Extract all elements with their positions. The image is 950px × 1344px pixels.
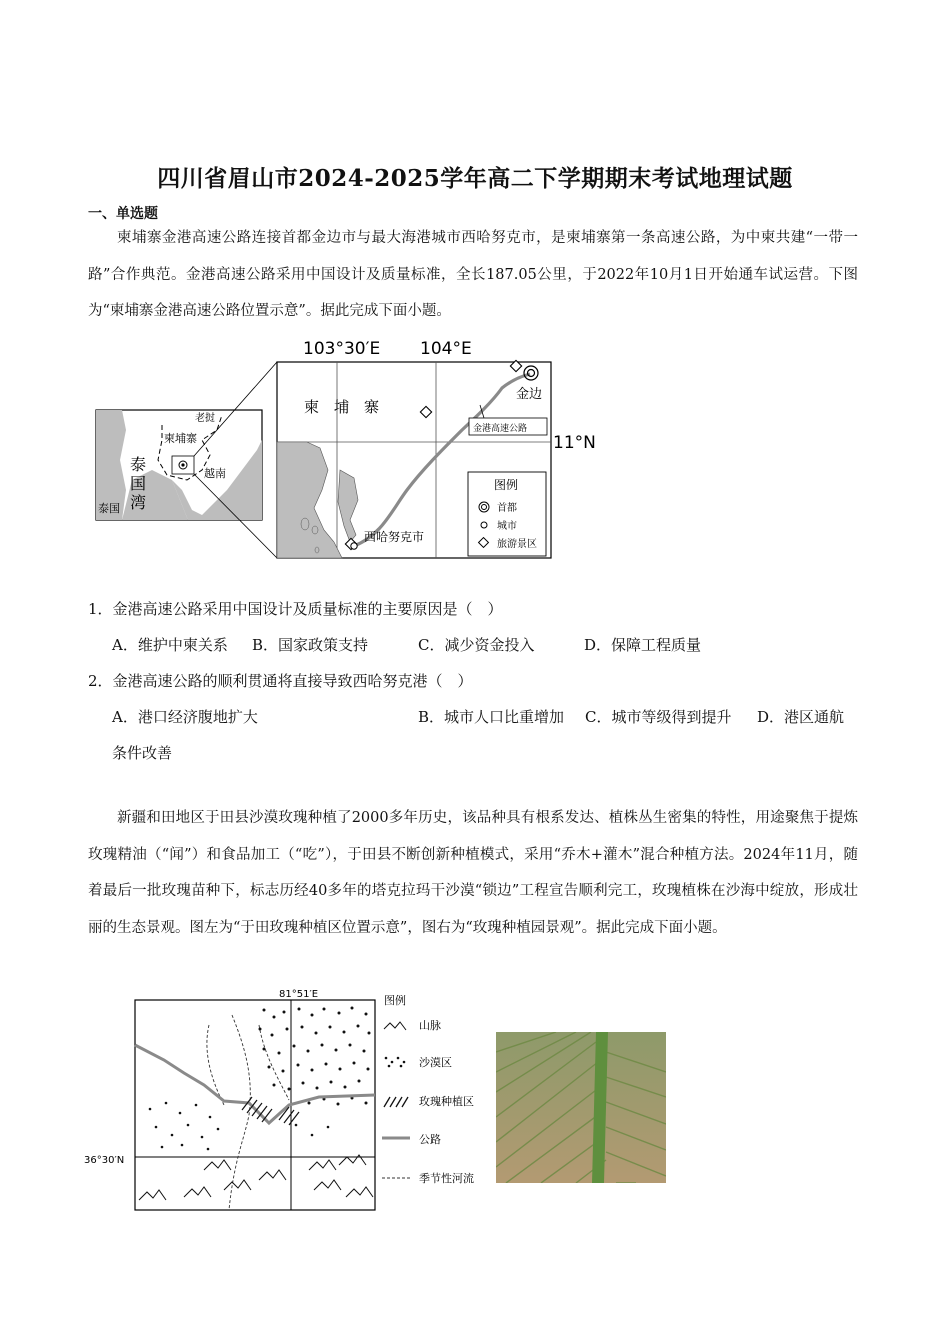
legend-mountain-icon: [384, 1022, 406, 1030]
legend-capital: 首都: [497, 503, 517, 514]
label-lon-right: 104°E: [420, 339, 472, 359]
legend-scenic: 旅游景区: [497, 539, 537, 550]
map2-legend-mountain: 山脉: [419, 1019, 441, 1032]
question-1-stem: 1．金港高速公路采用中国设计及质量标准的主要原因是（ ）: [88, 600, 503, 618]
label-lat: 11°N: [553, 433, 596, 453]
q2-option-d-continued: 条件改善: [112, 744, 173, 762]
q2-option-a[interactable]: A．港口经济腹地扩大: [112, 708, 258, 726]
label-phnom-penh: 金边: [516, 387, 543, 402]
map2-lat-label: 36°30′N: [84, 1155, 125, 1166]
page-title: 四川省眉山市2024-2025学年高二下学期期末考试地理试题: [157, 165, 793, 192]
inset-label-gulf-2: 国: [130, 474, 147, 493]
map2-legend-title: 图例: [384, 994, 406, 1007]
legend-desert-icon: [385, 1057, 406, 1068]
legend-title: 图例: [494, 478, 519, 492]
inset-label-cambodia: 柬埔寨: [164, 432, 197, 445]
question-2-stem: 2．金港高速公路的顺利贯通将直接导致西哈努克港（ ）: [88, 672, 473, 690]
label-lon-left: 103°30′E: [303, 339, 381, 359]
map2-legend-rose: 玫瑰种植区: [419, 1095, 474, 1108]
map-cambodia-expressway: [92, 330, 612, 570]
map2-legend-river: 季节性河流: [419, 1172, 474, 1185]
legend-rose-icon: [384, 1097, 408, 1107]
inset-label-thailand: 泰国: [98, 502, 120, 515]
label-expressway: 金港高速公路: [473, 424, 528, 434]
legend-city: 城市: [497, 521, 517, 532]
inset-label-gulf-1: 泰: [130, 455, 147, 474]
q2-option-c[interactable]: C．城市等级得到提升: [585, 708, 732, 726]
label-cambodia: 柬 埔 寨: [304, 398, 380, 416]
q1-option-a[interactable]: A．维护中柬关系: [112, 636, 228, 654]
q1-option-c[interactable]: C．减少资金投入: [418, 636, 535, 654]
q2-option-b[interactable]: B．城市人口比重增加: [418, 708, 565, 726]
q2-option-d[interactable]: D．港区通航: [757, 708, 845, 726]
map-yutian-rose: [84, 985, 494, 1215]
q1-option-b[interactable]: B．国家政策支持: [252, 636, 369, 654]
map2-lon-label: 81°51′E: [279, 989, 319, 1000]
map2-legend-road: 公路: [419, 1133, 441, 1146]
rose-plantation-photo: [496, 1032, 666, 1183]
map2-legend-desert: 沙漠区: [419, 1056, 452, 1069]
passage-2: 新疆和田地区于田县沙漠玫瑰种植了2000多年历史，该品种具有根系发达、植株丛生密集的特性，用途聚焦于提炼玫瑰精油（“闻”）和食品加工（“吃”），于田县不断创新种植模式，采用“乔木+灌木”混合种植方法。2024年11月，随着最后一批玫瑰苗种下，标志历经40多年的塔克拉玛干沙漠“锁边”工程宣告顺利完工，玫瑰植株在沙海中绽放，形成壮丽的生态景观。图左为“于田玫瑰种植区位置示意”，图右为“玫瑰种植园景观”。据此完成下面小题。: [88, 810, 858, 936]
passage-1: 柬埔寨金港高速公路连接首都金边市与最大海港城市西哈努克市，是柬埔寨第一条高速公路，为中柬共建“一带一路”合作典范。金港高速公路采用中国设计及质量标准，全长187.05公里，于2022年10月1日开始通车试运营。下图为“柬埔寨金港高速公路位置示意”。据此完成下面小题。: [88, 230, 858, 319]
section-heading: 一、单选题: [88, 206, 158, 222]
inset-label-vietnam: 越南: [204, 467, 226, 480]
label-sihanoukville: 西哈努克市: [364, 530, 425, 544]
q1-option-d[interactable]: D．保障工程质量: [584, 636, 702, 654]
inset-label-gulf-3: 湾: [130, 493, 147, 512]
inset-label-laos: 老挝: [195, 413, 215, 424]
